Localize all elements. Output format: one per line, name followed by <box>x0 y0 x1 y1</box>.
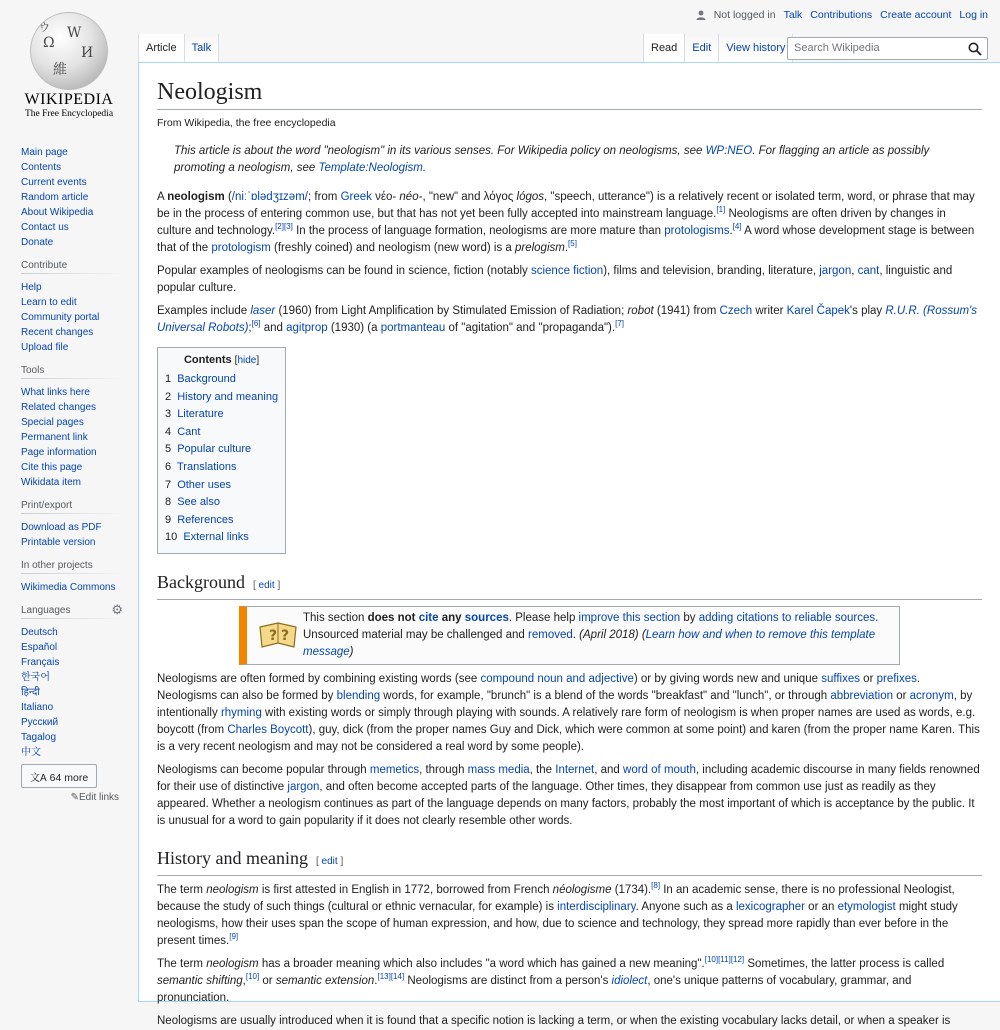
talk-link[interactable]: Talk <box>783 9 803 21</box>
text: . Unsourced material may be challenged and <box>303 611 879 641</box>
site-subtitle: From Wikipedia, the free encyclopedia <box>157 117 336 129</box>
lexicographer-link[interactable]: lexicographer <box>735 900 805 913</box>
ref-14[interactable]: [14] <box>390 972 405 982</box>
svg-text:?: ? <box>281 628 290 645</box>
mass-media-link[interactable]: mass media <box>467 763 530 776</box>
tab-view-history[interactable]: View history <box>718 34 793 62</box>
lang-item-espanol[interactable]: Español <box>21 642 58 653</box>
rur-link[interactable]: R.U.R. (Rossum's Universal Robots) <box>157 305 978 334</box>
cite-link[interactable]: cite <box>418 611 439 624</box>
ref-12[interactable]: [12] <box>730 955 745 965</box>
blending-link[interactable]: blending <box>336 689 381 702</box>
sidebar-item-upload-file[interactable]: Upload file <box>21 342 69 353</box>
toc-number: 10 <box>165 531 178 544</box>
create-account-link[interactable]: Create account <box>880 9 952 21</box>
toc-link-literature[interactable]: Literature <box>177 408 224 421</box>
toc-item[interactable] <box>165 371 278 389</box>
languages-heading <box>21 602 125 619</box>
toc-number: 7 <box>165 478 172 491</box>
lang-item-tagalog[interactable]: Tagalog <box>21 732 57 743</box>
text: (freshly coined) and neologism (new word) is a <box>270 242 515 254</box>
improve-section-link[interactable]: improve this section <box>578 611 681 624</box>
text: In an academic sense, there is no professional Neologist, because the study of such things (cultural or ethnic vernacular, for example) is <box>157 883 955 913</box>
log-in-link[interactable]: Log in <box>959 9 988 21</box>
notice-date: (April 2018) <box>579 628 639 641</box>
toc-number: 2 <box>165 390 172 403</box>
navigation-portal <box>21 145 125 250</box>
toc-item[interactable] <box>165 441 278 459</box>
text: . Neologisms can also be formed by <box>157 672 921 702</box>
portmanteau-link[interactable]: portmanteau <box>380 322 446 334</box>
search-icon[interactable] <box>968 42 982 56</box>
text: Neologisms can become popular through <box>157 763 370 776</box>
toc-item[interactable] <box>165 512 278 530</box>
notice-text <box>303 610 891 661</box>
history-paragraph-2 <box>157 956 982 1007</box>
sidebar-item-special-pages[interactable]: Special pages <box>21 417 84 428</box>
text: and <box>260 322 287 334</box>
user-icon <box>696 10 706 20</box>
text: , including academic discourse in many fields renowned for their use of distinctive <box>157 763 980 793</box>
toc-title-label: Contents <box>183 354 232 366</box>
toc-title <box>165 354 278 366</box>
pencil-icon: ✎ <box>70 792 79 803</box>
science-fiction-link[interactable]: science fiction <box>530 265 604 277</box>
text: A word whose development stage is between that of the <box>157 225 975 254</box>
sidebar-item-cite-this-page[interactable]: Cite this page <box>21 462 83 473</box>
sidebar-item-contents[interactable]: Contents <box>21 162 62 173</box>
wikipedia-logo[interactable] <box>0 0 138 130</box>
text: , one's unique patterns of vocabulary, grammar, and pronunciation. <box>157 974 912 1004</box>
internet-link[interactable]: Internet <box>555 763 595 776</box>
text: or <box>859 672 877 685</box>
gear-icon[interactable]: ⚙ <box>111 602 123 617</box>
toc-number: 1 <box>165 373 172 385</box>
text: . Anyone such as a <box>635 900 736 913</box>
text: , the <box>529 763 556 776</box>
toc-number: 5 <box>165 443 172 456</box>
sidebar-item-download-pdf[interactable]: Download as PDF <box>21 522 102 533</box>
intro-paragraph-3 <box>157 303 982 337</box>
edit-section-link[interactable]: edit <box>321 855 338 867</box>
text: of "agitation" and "propaganda"). <box>445 322 616 334</box>
text: , and often become accepted parts of the language. Other times, they disappear from common use just as readily as they appeared. Whether a neologism continues as part of the language depends on many factors, probably the most important of which is acceptance by the public. It is unusual for a word to gain popularity if it does not clearly resemble other words. <box>157 780 975 827</box>
hatnote-text: . For flagging an article as possibly promoting a neologism, see <box>174 145 930 174</box>
text: or an <box>804 900 838 913</box>
section-heading-background <box>157 570 982 600</box>
text: neologism <box>206 883 259 896</box>
text: , linguistic and popular culture. <box>157 265 953 294</box>
text: lógos <box>516 191 545 203</box>
sidebar-item-wikimedia-commons[interactable]: Wikimedia Commons <box>21 582 116 593</box>
text: is first attested in English in 1772, borrowed from French <box>258 883 553 896</box>
toc-link-background[interactable]: Background <box>177 373 236 385</box>
lang-item-deutsch[interactable]: Deutsch <box>21 627 58 638</box>
tagline: The Free Encyclopedia <box>24 109 114 119</box>
adding-citations-link[interactable]: adding citations to reliable sources <box>698 611 876 624</box>
greek-link[interactable]: Greek <box>340 191 372 203</box>
edit-links-label: Edit links <box>78 792 119 803</box>
text: . Please help <box>508 611 579 624</box>
section-heading-history <box>157 846 982 876</box>
text: ) <box>349 645 354 658</box>
protologisms-link[interactable]: protologisms <box>664 225 730 237</box>
intro-paragraph-1 <box>157 189 982 257</box>
toc-link-popular-culture[interactable]: Popular culture <box>177 443 252 456</box>
ref-4[interactable]: [4] <box>732 222 742 232</box>
lang-item-hindi[interactable]: हिन्दी <box>21 687 40 698</box>
sidebar-item-wikidata-item[interactable]: Wikidata item <box>21 477 82 488</box>
text: (1734). <box>611 883 652 896</box>
text: . <box>729 225 733 237</box>
history-paragraph-3: Neologisms are usually introduced when it is found that a specific notion is lacking a term, or when the existing vocabulary lacks detail, or when a speaker is <box>157 1014 951 1027</box>
protologism-link[interactable]: protologism <box>211 242 271 254</box>
toc-number: 3 <box>165 408 172 421</box>
background-paragraph-1 <box>157 671 982 756</box>
hatnote-text: . <box>422 162 427 174</box>
print-portal <box>21 500 125 550</box>
text: or <box>259 974 276 987</box>
text: A <box>157 191 168 203</box>
edit-section: [ edit ] <box>315 855 344 867</box>
text: Examples include <box>157 305 251 317</box>
text: . <box>572 628 580 641</box>
lang-item-korean[interactable]: 한국어 <box>21 672 50 683</box>
print-heading: Print/export <box>21 500 125 514</box>
ref-1[interactable]: [1] <box>716 205 726 215</box>
text: does not <box>367 611 419 624</box>
laser-link[interactable]: laser <box>250 305 276 317</box>
toc-number: 8 <box>165 496 172 509</box>
removed-link[interactable]: removed <box>528 628 573 641</box>
text: Popular examples of neologisms can be found in science, fiction (notably <box>157 265 531 277</box>
ref-6[interactable]: [6] <box>251 319 261 329</box>
template-neologism-link[interactable]: Template:Neologism <box>318 162 423 174</box>
text: Neologisms are distinct from a person's <box>404 974 612 987</box>
translate-icon: 文A <box>30 773 47 784</box>
idiolect-link[interactable]: idiolect <box>611 974 648 987</box>
ref-13[interactable]: [13] <box>377 972 391 982</box>
edit-section-link[interactable]: edit <box>258 579 275 591</box>
hatnote <box>157 143 982 177</box>
ref-7[interactable]: [7] <box>615 319 624 329</box>
toc-item[interactable] <box>165 494 278 512</box>
book-question-icon <box>253 610 303 661</box>
toc-hide: [hide] <box>234 355 260 366</box>
jargon-link[interactable]: jargon <box>819 265 852 277</box>
text: , through <box>419 763 468 776</box>
bold-term: neologism <box>167 191 225 203</box>
text: ), films and television, branding, literature, <box>603 265 820 277</box>
text: has a broader meaning which also includes "a word which has gained a new meaning". <box>258 957 705 970</box>
abbreviation-link[interactable]: abbreviation <box>830 689 893 702</box>
text: Sometimes, the latter process is called <box>744 957 945 970</box>
text: ; <box>248 322 252 334</box>
charles-boycott-link[interactable]: Charles Boycott <box>227 723 309 736</box>
prefixes-link[interactable]: prefixes <box>876 672 917 685</box>
text: ( <box>224 191 232 203</box>
compound-link[interactable]: compound noun and adjective <box>480 672 634 685</box>
learn-remove-link[interactable]: Learn how and when to remove this template message <box>303 628 876 658</box>
sidebar-item-about[interactable]: About Wikipedia <box>21 207 94 218</box>
search-placeholder: Search Wikipedia <box>794 42 880 54</box>
text: ( <box>638 628 646 641</box>
more-languages-label: 64 more <box>49 772 89 784</box>
namespace-tabs <box>138 34 219 62</box>
etymologist-link[interactable]: etymologist <box>837 900 896 913</box>
toc-link-references[interactable]: References <box>177 513 234 526</box>
toc-number: 9 <box>165 513 172 526</box>
contribute-heading: Contribute <box>21 260 125 274</box>
ref-10[interactable]: [10] <box>704 955 719 965</box>
ref-9[interactable]: [9] <box>229 932 239 942</box>
tab-edit[interactable]: Edit <box>684 34 718 62</box>
suffixes-link[interactable]: suffixes <box>821 672 860 685</box>
text: Neologisms are often formed by combining existing words (see <box>157 672 481 685</box>
personal-tools <box>696 9 988 21</box>
ref-2[interactable]: [2] <box>275 222 284 232</box>
view-tabs <box>643 34 793 62</box>
contribute-portal <box>21 260 125 355</box>
wp-neo-link[interactable]: WP:NEO <box>705 145 753 157</box>
projects-heading: In other projects <box>21 560 125 574</box>
more-languages-button[interactable] <box>21 764 97 788</box>
svg-text:?: ? <box>269 628 278 645</box>
table-of-contents <box>157 347 286 554</box>
text: This section <box>303 611 368 624</box>
sidebar-item-recent-changes[interactable]: Recent changes <box>21 327 94 338</box>
ref-5[interactable]: [5] <box>568 239 577 249</box>
tools-heading: Tools <box>21 365 125 379</box>
text: νέο- <box>371 191 400 203</box>
text: (1930) (a <box>327 322 381 334</box>
ipa-link[interactable]: /niːˈɒlədʒɪzəm/ <box>231 191 308 203</box>
toc-link-history[interactable]: History and meaning <box>177 390 279 403</box>
contributions-link[interactable]: Contributions <box>810 9 873 21</box>
text: writer <box>752 305 787 317</box>
sources-link[interactable]: sources <box>464 611 509 624</box>
text: ; from <box>307 191 341 203</box>
text: , "new" and λόγος <box>422 191 517 203</box>
main-content <box>138 62 1000 1027</box>
sidebar-item-main-page[interactable]: Main page <box>21 147 68 158</box>
text: semantic shifting <box>157 974 243 987</box>
background-paragraph-2 <box>157 762 982 830</box>
tab-read[interactable]: Read <box>643 34 684 62</box>
toc-link-translations[interactable]: Translations <box>176 460 237 473</box>
text: néologisme <box>552 883 612 896</box>
toc-item[interactable] <box>165 477 278 495</box>
toc-item[interactable] <box>165 529 278 547</box>
sidebar-item-current-events[interactable]: Current events <box>21 177 87 188</box>
czech-link[interactable]: Czech <box>719 305 753 317</box>
unsourced-notice <box>239 606 900 665</box>
toc-number: 6 <box>165 460 172 473</box>
ref-3[interactable]: [3] <box>283 222 293 232</box>
text: ), guy, dick (from the proper names Guy and Dick, which were common at some point) and karen (from the proper name Karen. This is a very recent neologism and may not be considered a real word by some people). <box>157 723 980 753</box>
text: , <box>851 265 858 277</box>
cant-link[interactable]: cant <box>857 265 880 277</box>
jargon-link[interactable]: jargon <box>287 780 320 793</box>
text: might study neologisms, how their uses span the scope of human expression, and how, due to science and technology, they spread more rapidly than ever before in the present times. <box>157 900 958 947</box>
sidebar-item-page-information[interactable]: Page information <box>21 447 97 458</box>
text: with existing words or simply through playing with sounds. A relatively rare form of neologism is when proper names are used as words, e.g. boycott (from <box>157 706 976 736</box>
toc-item[interactable] <box>165 406 278 424</box>
text: (1941) from <box>653 305 720 317</box>
interdisciplinary-link[interactable]: interdisciplinary <box>557 900 636 913</box>
projects-portal <box>21 560 125 595</box>
lang-item-francais[interactable]: Français <box>21 657 60 668</box>
languages-heading-label: Languages <box>21 605 71 616</box>
ref-8[interactable]: [8] <box>651 881 661 891</box>
hatnote-text: This article is about the word "neologism" in its various senses. For Wikipedia policy on neologisms, see <box>174 145 706 157</box>
ref-11[interactable]: [11] <box>718 955 731 965</box>
languages-portal <box>21 602 125 803</box>
karel-capek-link[interactable]: Karel Čapek <box>786 305 850 317</box>
text: . <box>564 242 569 254</box>
text: 's play <box>849 305 886 317</box>
text: or <box>893 689 910 702</box>
toc-item[interactable] <box>165 459 278 477</box>
lang-item-italiano[interactable]: Italiano <box>21 702 54 713</box>
word-of-mouth-link[interactable]: word of mouth <box>623 763 696 776</box>
text: , "speech, utterance") is a relatively recent or isolated term, word, or phrase that may be in the process of entering common use, but that has not yet been fully accepted into mainstream language. <box>157 191 975 220</box>
sidebar-item-learn-to-edit[interactable]: Learn to edit <box>21 297 77 308</box>
toc-link-see-also[interactable]: See also <box>177 496 220 509</box>
sidebar-item-what-links-here[interactable]: What links here <box>21 387 90 398</box>
sidebar-item-community-portal[interactable]: Community portal <box>21 312 100 323</box>
search-input[interactable] <box>787 37 988 60</box>
ref-10[interactable]: [10] <box>245 972 260 982</box>
toc-link-cant[interactable]: Cant <box>177 425 201 438</box>
text: ) or by giving words new and unique <box>633 672 822 685</box>
text: Neologisms are often driven by changes in culture and technology. <box>157 208 946 237</box>
text: The term <box>157 883 207 896</box>
heading-label: History and meaning <box>157 847 308 868</box>
text: prelogism <box>514 242 565 254</box>
wordmark: WIKIPEDIA <box>24 91 114 108</box>
toc-hide-link[interactable]: hide <box>237 355 257 366</box>
text: semantic extension <box>275 974 375 987</box>
toc-number: 4 <box>165 425 172 438</box>
not-logged-in-label: Not logged in <box>713 9 776 21</box>
puzzle-globe-icon: Ω W И 維 ウ <box>30 12 108 90</box>
text: , by intentionally <box>157 689 973 719</box>
sidebar-item-printable-version[interactable]: Printable version <box>21 537 96 548</box>
toc-item[interactable] <box>165 424 278 442</box>
sidebar-item-contact[interactable]: Contact us <box>21 222 69 233</box>
page-title: Neologism <box>157 77 982 110</box>
sidebar-item-donate[interactable]: Donate <box>21 237 54 248</box>
acronym-link[interactable]: acronym <box>909 689 954 702</box>
agitprop-link[interactable]: agitprop <box>286 322 328 334</box>
edit-links-link[interactable] <box>21 792 119 803</box>
text: (1960) from Light Amplification by Stimulated Emission of Radiation; <box>275 305 628 317</box>
memetics-link[interactable]: memetics <box>369 763 420 776</box>
text: néo- <box>399 191 423 203</box>
text: The term <box>157 957 207 970</box>
sidebar-item-help[interactable]: Help <box>21 282 42 293</box>
text: by <box>680 611 699 624</box>
toc-link-external-links[interactable]: External links <box>183 531 249 544</box>
text: In the process of language formation, neologisms are more mature than <box>292 225 665 237</box>
lang-item-chinese[interactable]: 中文 <box>21 747 41 758</box>
intro-paragraph-2 <box>157 263 982 297</box>
edit-section: [ edit ] <box>252 579 281 591</box>
sidebar-item-related-changes[interactable]: Related changes <box>21 402 97 413</box>
sidebar-item-random-article[interactable]: Random article <box>21 192 89 203</box>
text: . <box>374 974 378 987</box>
text: , and <box>594 763 624 776</box>
tab-talk[interactable]: Talk <box>184 34 220 62</box>
text: neologism <box>206 957 259 970</box>
history-paragraph-1 <box>157 882 982 950</box>
heading-label: Background <box>157 571 245 592</box>
sidebar-item-permanent-link[interactable]: Permanent link <box>21 432 88 443</box>
text: , <box>242 974 246 987</box>
toc-link-other-uses[interactable]: Other uses <box>177 478 231 491</box>
text: robot <box>627 305 654 317</box>
sidebar <box>21 140 125 813</box>
toc-item[interactable] <box>165 389 278 407</box>
text: words, for example, "brunch" is a blend of the words "breakfast" and "lunch", or through <box>380 689 831 702</box>
tools-portal <box>21 365 125 490</box>
tab-article[interactable]: Article <box>138 34 184 62</box>
lang-item-russian[interactable]: Русский <box>21 717 59 728</box>
text: any <box>441 611 462 624</box>
rhyming-link[interactable]: rhyming <box>220 706 262 719</box>
